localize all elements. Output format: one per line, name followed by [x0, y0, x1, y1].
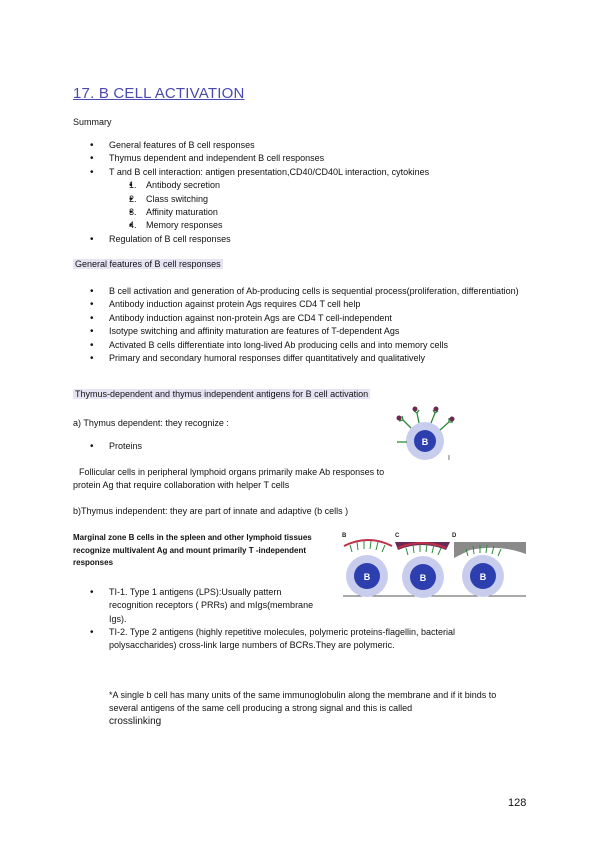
- item-number: • 1.: [129, 180, 137, 191]
- list-item-text: Affinity maturation: [146, 207, 218, 218]
- list-item: • B cell activation and generation of Ab-producing cells is sequential process(proliferation, differentiation): [90, 285, 520, 298]
- b-cell-label: B: [419, 573, 427, 583]
- list-item: • TI-2. Type 2 antigens (highly repetitive molecules, polymeric proteins-flagellin, bacterial polysaccharides) cross-link large numbers of BCRs.They are polymeric.: [90, 626, 510, 653]
- list-item-text: T and B cell interaction: antigen presentation,CD40/CD40L interaction, cytokines: [109, 166, 430, 177]
- thymus-dependent-intro: a) Thymus dependent: they recognize :: [73, 418, 229, 428]
- list-item-text: Memory responses: [146, 220, 223, 231]
- crosslinking-figure: [340, 528, 528, 598]
- crosslinking-note: [109, 689, 514, 728]
- list-item: • Regulation of B cell responses: [90, 233, 429, 246]
- list-item: • Antibody induction against protein Ags requires CD4 T cell help: [90, 298, 520, 311]
- summary-list: [90, 139, 429, 246]
- dependent-list: [90, 440, 142, 453]
- b-cell-figure: [385, 404, 460, 462]
- page-number: 128: [508, 797, 527, 809]
- note-last-word: crosslinking: [109, 716, 162, 727]
- thymus-independent-intro: b)Thymus independent: they are part of innate and adaptive (b cells ): [73, 506, 349, 516]
- list-item: [129, 206, 429, 219]
- list-item: • Primary and secondary humoral responses differ quantitatively and qualitatively: [90, 352, 520, 365]
- list-item-text: Class switching: [146, 193, 209, 204]
- general-list: [90, 285, 520, 365]
- summary-label: Summary: [73, 117, 112, 127]
- list-item: [90, 166, 429, 233]
- list-item: • TI-1. Type 1 antigens (LPS):Usually pattern recognition receptors ( PRRs) and mIgs(membrane Igs).: [90, 586, 315, 626]
- list-item: • Thymus dependent and independent B cell responses: [90, 152, 429, 165]
- b-cell-label: B: [421, 437, 429, 447]
- ti1-list: [90, 586, 315, 626]
- item-number: • 2.: [129, 193, 137, 204]
- panel-d: [452, 533, 526, 597]
- page-title: 17. B CELL ACTIVATION: [73, 85, 245, 102]
- item-number: • 3.: [129, 207, 137, 218]
- panel-b: [342, 533, 392, 597]
- list-item: [129, 179, 429, 192]
- list-item: [129, 219, 429, 232]
- list-item-text: Antibody secretion: [146, 180, 221, 191]
- follicular-text: Follicular cells in peripheral lymphoid organs primarily make Ab responses to protein Ag that require collaboration with helper T cells: [73, 467, 385, 490]
- list-item: • Proteins: [90, 440, 142, 453]
- section-heading-thymus: Thymus-dependent and thymus independent antigens for B cell activation: [75, 389, 369, 399]
- list-item: • Activated B cells differentiate into long-lived Ab producing cells and into memory cells: [90, 339, 520, 352]
- list-item: • General features of B cell responses: [90, 139, 429, 152]
- panel-c: [395, 533, 450, 598]
- list-item: • Isotype switching and affinity maturation are features of T-dependent Ags: [90, 325, 520, 338]
- figure-corner-label: I: [448, 455, 450, 462]
- panel-label: B: [342, 533, 347, 539]
- b-cell-label: B: [479, 572, 487, 582]
- section-heading-general: General features of B cell responses: [75, 259, 221, 269]
- panel-label: C: [395, 533, 400, 539]
- summary-sublist: [129, 179, 429, 233]
- b-cell-label: B: [363, 572, 371, 582]
- list-item: • Antibody induction against non-protein Ags are CD4 T cell-independent: [90, 312, 520, 325]
- note-text: *A single b cell has many units of the same immunoglobulin along the membrane and if it binds to several antigens of the same cell producing a strong signal and this is called: [109, 690, 497, 713]
- item-number: • 4.: [129, 220, 137, 231]
- list-item: [129, 193, 429, 206]
- panel-label: D: [452, 533, 457, 539]
- ti2-list: [90, 626, 510, 653]
- marginal-zone-text: Marginal zone B cells in the spleen and other lymphoid tissues recognize multivalent Ag and mount primarily T -independent responses: [73, 533, 312, 567]
